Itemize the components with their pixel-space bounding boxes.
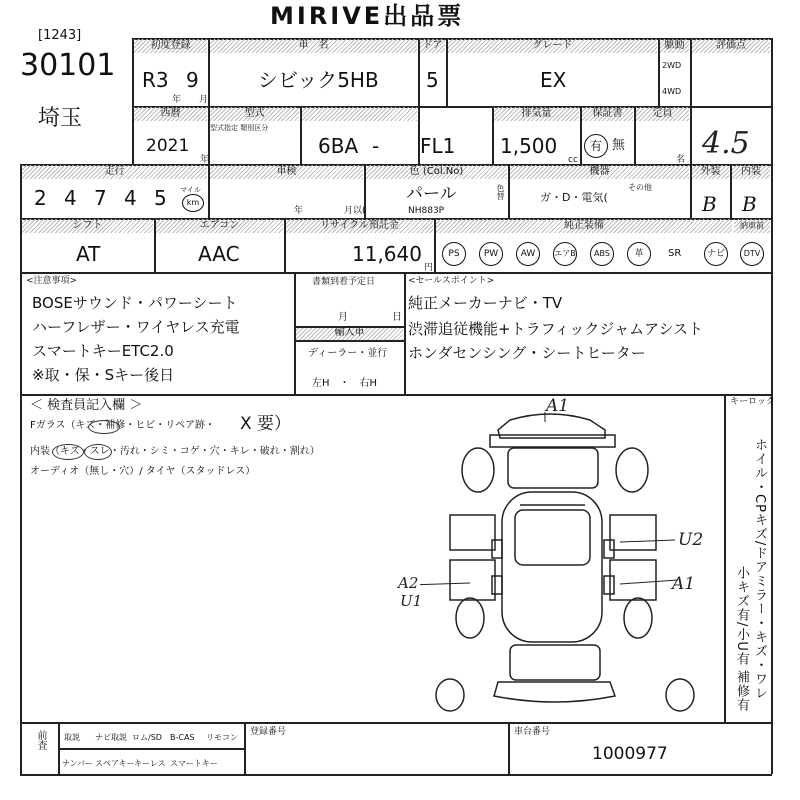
- drive-4wd: 4WD: [662, 87, 682, 96]
- mileage-digit-4: 4: [124, 186, 137, 210]
- glass-mark: X 要）: [240, 414, 292, 434]
- document-day: 日: [392, 312, 402, 323]
- year: 2021: [146, 136, 190, 156]
- drive-2wd: 2WD: [662, 61, 682, 70]
- year-unit: 年: [172, 95, 182, 105]
- acc-remote: リモコン: [206, 733, 238, 742]
- notes-line-1: BOSEサウンド・パワーシート: [32, 294, 238, 312]
- header-genuine-equip: 純正装備: [436, 219, 732, 233]
- import-header: 輸入車: [296, 326, 403, 340]
- mileage-digit-2: 4: [64, 186, 77, 210]
- inspect-year: 年: [294, 206, 304, 216]
- model-prefix: 6BA: [318, 134, 359, 158]
- acc-keyless: キーレス: [134, 759, 166, 768]
- header-pre-delivery: 納車前: [734, 219, 770, 233]
- document-month: 月: [338, 312, 348, 323]
- model-code: FL1: [420, 134, 456, 158]
- mark-a2: A2: [398, 574, 419, 592]
- header-exterior: 外装: [692, 165, 729, 179]
- mileage-digit-1: 2: [34, 186, 47, 210]
- car-name: シビック5HB: [258, 68, 379, 92]
- score-handwritten: 4.5: [702, 126, 750, 161]
- acc-manual: 取説: [64, 733, 80, 742]
- notes-header: <注意事項>: [26, 276, 78, 286]
- sale-line-1: 純正メーカーナビ・TV: [408, 294, 563, 312]
- equip-navi: ナビ: [704, 242, 728, 266]
- header-year: 西暦: [134, 107, 207, 121]
- equip-other: その他: [628, 183, 652, 192]
- car-diagram: [420, 400, 720, 720]
- header-drive: 駆動: [660, 39, 689, 53]
- exterior-grade: B: [702, 192, 717, 216]
- lot-box: [1243]: [38, 28, 82, 43]
- mark-u1: U1: [400, 592, 423, 610]
- header-inspection: 車検: [210, 165, 363, 179]
- equip-dtv: DTV: [740, 242, 764, 266]
- key-lock-label: キーロック: [730, 397, 775, 407]
- inspector-line-2: 内装（キズ・スレ・汚れ・シミ・コゲ・穴・キレ・破れ・割れ）: [30, 446, 320, 457]
- equip-airbag: エアB: [553, 242, 577, 266]
- header-mileage: 走行: [22, 165, 207, 179]
- inspector-line-1: Fガラス（キズ・補修・ヒビ・リペア跡・: [30, 420, 216, 431]
- warranty-no: 無: [612, 138, 626, 153]
- first-reg-era: R3: [142, 68, 169, 92]
- notes-line-3: スマートキーETC2.0: [32, 342, 174, 360]
- acc-spare-key: スペアキー: [95, 759, 135, 768]
- mileage-digit-5: 5: [154, 186, 167, 210]
- sale-points-header: <セールスポイント>: [408, 276, 495, 286]
- import-dealer: ディーラー・並行: [308, 348, 388, 359]
- displacement: 1,500: [500, 134, 558, 158]
- mark-u2: U2: [678, 530, 704, 550]
- header-displacement: 排気量: [494, 107, 579, 121]
- bottom-corner: 前査: [35, 730, 46, 750]
- region: 埼玉: [38, 106, 83, 131]
- header-warranty: 保証書: [582, 107, 633, 121]
- header-color: 色 (Col.No): [366, 165, 507, 179]
- shift: AT: [76, 242, 101, 266]
- inspector-line-3: オーディオ（無し・穴）/ タイヤ（スタッドレス）: [30, 466, 256, 477]
- color-code: NH883P: [408, 206, 445, 216]
- sale-line-3: ホンダセンシング・シートヒーター: [408, 344, 646, 362]
- document-title: MIRIVE出品票: [270, 2, 465, 30]
- recycle-fee: 11,640: [352, 242, 422, 266]
- warranty-yes: 有: [584, 134, 608, 158]
- side-note: ホイル・CPキズ/ドアミラー・キズ・ワレ: [752, 438, 767, 701]
- header-grade: グレード: [448, 39, 657, 53]
- equip-aw: AW: [516, 242, 540, 266]
- mark-a1-right: A1: [672, 574, 696, 594]
- header-model-2: [302, 107, 417, 121]
- acc-smart-key: スマートキー: [170, 759, 218, 768]
- notes-line-4: ※取・保・Sキー後日: [32, 366, 175, 384]
- cc-unit: cc: [568, 155, 578, 165]
- header-doors: ドア: [420, 39, 445, 53]
- inspector-header: ＜ 検査員記入欄 ＞: [30, 398, 143, 413]
- header-recycle: リサイクル預託金: [286, 219, 433, 233]
- header-aircon: エアコン: [156, 219, 283, 233]
- header-shift: シフト: [22, 219, 153, 233]
- model-dash: -: [372, 134, 380, 158]
- color: パール: [406, 184, 457, 204]
- yen-unit: 円: [424, 263, 434, 273]
- interior-grade: B: [742, 192, 757, 216]
- person-unit: 名: [676, 155, 686, 165]
- first-reg-month: 9: [186, 68, 199, 92]
- header-score: 評価点: [692, 39, 770, 53]
- color-side-label: 色替: [496, 184, 505, 200]
- chassis-no: 1000977: [592, 744, 668, 764]
- equip-leather: 革: [627, 242, 651, 266]
- mileage-digit-3: 7: [94, 186, 107, 210]
- header-model: 型式: [210, 107, 299, 121]
- model-note: 型式指定 類別区分: [210, 124, 269, 132]
- header-equipment: 機器: [510, 165, 689, 179]
- year-unit-2: 年: [200, 155, 210, 165]
- mark-a1-top: A1: [546, 396, 570, 416]
- document-arrival-header: 書類到着予定日: [312, 277, 376, 287]
- registration-no-label: 登録番号: [250, 727, 287, 737]
- import-steering: 左H ・ 右H: [312, 378, 378, 389]
- acc-rom-sd: ロム/SD: [132, 733, 162, 742]
- header-interior: 内装: [732, 165, 770, 179]
- notes-line-2: ハーフレザー・ワイヤレス充電: [32, 318, 240, 336]
- lot-number: 30101: [20, 48, 116, 83]
- aircon: AAC: [198, 242, 240, 266]
- equip-ps: PS: [442, 242, 466, 266]
- grade: EX: [540, 68, 567, 92]
- equip-pw: PW: [479, 242, 503, 266]
- equip-abs: ABS: [590, 242, 614, 266]
- acc-bcas: B-CAS: [170, 733, 195, 742]
- header-capacity: 定員: [636, 107, 689, 121]
- equip-sr: SR: [668, 248, 682, 259]
- doors: 5: [426, 68, 439, 92]
- acc-navi-manual: ナビ取説: [95, 733, 127, 742]
- side-note-3: 補修有: [734, 670, 749, 712]
- acc-number: ナンバー: [62, 759, 94, 768]
- km-label: km: [182, 194, 204, 212]
- equip-options: ガ・D・電気(: [540, 191, 608, 204]
- month-unit: 月: [199, 95, 209, 105]
- sale-line-2: 渋滞追従機能+トラフィックジャムアシスト: [408, 320, 704, 338]
- header-car-name: 車 名: [210, 39, 417, 53]
- side-note-2: 小キズ有/小U有: [734, 566, 749, 666]
- miles-label: マイル: [180, 186, 201, 194]
- header-first-registration: 初度登録: [134, 39, 207, 53]
- chassis-no-label: 車台番号: [514, 727, 551, 737]
- inspect-month: 月以(: [344, 206, 366, 216]
